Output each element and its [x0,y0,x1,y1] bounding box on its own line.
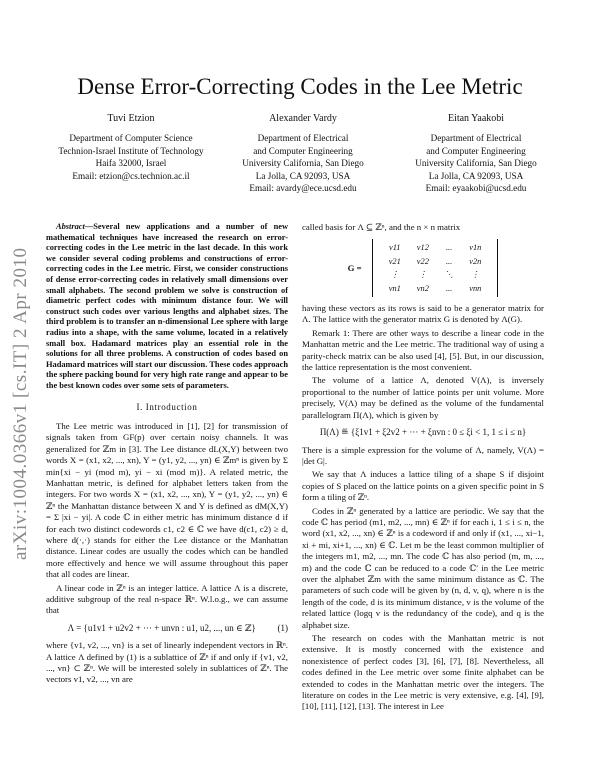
body-paragraph: where {v1, v2, ..., vn} is a set of linearly independent vectors in ℝⁿ. A lattice Λ defined by (1) is a sublattice of ℤⁿ if and only if {v1, v2, ..., vn} ⊂ ℤⁿ. We will be interested solely in sublattices of ℤⁿ. The vectors v1, v2, ..., vn are [46,640,288,685]
matrix-cell: v11 [389,243,401,253]
matrix-cell: ... [445,256,453,266]
matrix-cell: v21 [388,256,401,266]
abstract-lead: Abstract [56,222,85,231]
body-paragraph: There is a simple expression for the volume of Λ, namely, V(Λ) = |det G|. [302,444,544,466]
matrix-cell: v2n [469,256,482,266]
right-column [302,222,544,715]
author-affiliation-line: University California, San Diego [415,158,537,169]
body-paragraph: The research on codes with the Manhattan metric is not extensive. It is mostly concerned with the existence and nonexistence of perfect codes [3], [6], [7], [8]. Nevertheless, all codes defined in the Lee metric over some finite alphabet can be extended to codes in the Manhattan metric over the integers. The literature on codes in the Lee metric is very extensive, e.g. [4], [9], [10], [11], [12], [13]. The interest in Lee [302,633,544,712]
body-paragraph: The Lee metric was introduced in [1], [2] for transmission of signals taken from GF(p) over certain noisy channels. It was generalized for ℤm in [3]. The Lee distance dL(X,Y) between two words X = (x1, x2, ..., xn), Y = (y1, y2, ..., yn) ∈ ℤmⁿ is given by Σ min{xi − yi (mod m), yi − xi (mod m)}. A related metric, the Manhattan metric, is defined for alphabet letters taken from the integers. For two words X = (x1, x2, ..., xn), Y = (y1, y2, ..., yn) ∈ ℤⁿ the Manhattan distance between X and Y is defined as dM(X,Y) = Σ |xi − yi|. A code ℂ in either metric has minimum distance d if for each two distinct codewords c1, c2 ∈ ℂ we have d(c1, c2) ≥ d, where d(·,·) stands for either the Lee distance or the Manhattan distance. Linear codes are usually the codes which can be handled more effectively and hence we will assume throughout this paper that all codes are linear. [46,420,288,580]
abstract-text: —Several new applications and a number of new mathematical techniques have increased the research on error-correcting codes in the Lee metric in the last decade. In this work we consider several coding problems and constructions of error-correcting codes in the Lee metric. First, we consider constructions of dense error-correcting codes in relatively small dimensions over small alphabets. The second problem we solve is construction of diametric perfect codes with minimum distance four. We will construct such codes over various lengths and alphabet sizes. The third problem is to transfer an n-dimensional Lee sphere with large radius into a shape, with the same volume, located in a relatively small box. Hadamard matrices play an essential role in the solutions for all three problems. A construction of codes based on Hadamard matrices will start our discussion. These codes approach the sphere packing bound for very high rate range and appear to be the best known codes over some sets of parameters. [46,222,288,390]
author-email[interactable]: Email: avardy@ece.ucsd.edu [249,183,357,194]
author-affiliation-line: La Jolla, CA 92093, USA [255,170,351,181]
abstract [46,222,288,392]
matrix-brackets [372,239,499,297]
author-2 [218,113,388,194]
remark-paragraph: Remark 1: There are other ways to describe a linear code in the Manhattan metric and the Lee metric. The traditional way of using a parity-check matrix can be also used [4], [5]. But, in our discussion, the lattice representation is the most convenient. [302,327,544,373]
matrix-cell: v22 [416,256,429,266]
body-paragraph: We say that Λ induces a lattice tiling of a shape S if disjoint copies of S placed on the lattice points on a given specific point in S form a tiling of ℤⁿ. [302,469,544,503]
author-name: Eitan Yaakobi [447,113,505,124]
body-paragraph: Codes in ℤⁿ generated by a lattice are periodic. We say that the code ℂ has period (m1, m2, ..., mn) ∈ ℤⁿ if for each i, 1 ≤ i ≤ n, the word (x1, x2, ..., xn) ∈ ℤⁿ is a codeword if and only if (x1, ..., xi−1, xi + mi, xi+1, ..., xn) ∈ ℂ. Let m be the least common multiplier of the integers m1, m2, ..., mn. The code ℂ has also period (m, m, ..., m) and the code ℂ can be reduced to a code ℂ′ in the Lee metric over the alphabet ℤm with the same minimum distance as ℂ. The parameters of such code will be given by (n, d, v, q), where n is the length of the code, d is its minimum distance, v is the volume of the related lattice (logq v is the redundancy of the code), and q is the alphabet size. [302,505,544,630]
matrix-label: G = [347,262,362,273]
matrix-row [381,282,490,295]
author-affiliation-line: Department of Electrical [257,133,349,144]
body-paragraph: called basis for Λ ⊆ ℤⁿ, and the n × n matrix [302,222,461,232]
matrix-cell: v1n [469,243,482,253]
matrix-row [381,268,490,281]
matrix-cell: vnn [469,283,482,293]
author-affiliation-line: Department of Electrical [430,133,522,144]
author-affiliation-line: La Jolla, CA 92093, USA [428,170,524,181]
author-1 [46,113,216,182]
generator-matrix [302,239,544,297]
author-affiliation-line: University California, San Diego [242,158,364,169]
matrix-cell: vn1 [388,283,401,293]
matrix-cell: ⋮ [390,270,399,280]
left-column [46,222,288,688]
matrix-cell: ⋮ [471,270,480,280]
author-name: Alexander Vardy [269,113,337,124]
equation-2: Π(Λ) ≝ {ξ1v1 + ξ2v2 + ··· + ξnvn : 0 ≤ ξi < 1, 1 ≤ i ≤ n} [319,427,527,438]
author-affiliation-line: Haifa 32000, Israel [95,158,167,169]
author-name: Tuvi Etzion [107,113,155,124]
equation-1 [46,623,288,634]
author-email[interactable]: Email: etzion@cs.technion.ac.il [72,170,190,181]
author-affiliation-line: Technion-Israel Institute of Technology [58,145,204,156]
equation-1-body: Λ = {u1v1 + u2v2 + ··· + unvn : u1, u2, ..., un ∈ ℤ} [67,622,256,633]
matrix-cell: ⋱ [444,270,454,280]
matrix-cell: ⋮ [418,270,428,280]
arxiv-stamp[interactable]: arXiv:1004.0366v1 [cs.IT] 2 Apr 2010 [10,247,31,560]
author-affiliation-line: and Computer Engineering [253,145,353,156]
matrix-cell: vn2 [416,283,429,293]
equation-number: (1) [277,622,288,633]
author-affiliation-line: Department of Computer Science [69,133,193,144]
author-affiliation-line: and Computer Engineering [426,145,526,156]
matrix-cell: v12 [416,243,429,253]
author-3 [386,113,566,194]
body-paragraph: A linear code in ℤⁿ is an integer lattice. A lattice Λ is a discrete, additive subgroup of the real n-space ℝⁿ. W.l.o.g., we can assume that [46,582,288,616]
matrix-cell: ... [445,243,453,253]
body-paragraph: having these vectors as its rows is said to be a generator matrix for Λ. The lattice with the generator matrix G is denoted by Λ(G). [302,303,544,325]
matrix-row [381,241,490,254]
matrix-row [381,255,490,268]
section-heading: I. Introduction [136,401,198,412]
matrix-table [381,241,490,295]
body-paragraph: The volume of a lattice Λ, denoted V(Λ), is inversely proportional to the number of lattice points per unit volume. More precisely, V(Λ) may be defined as the volume of the fundamental parallelogram Π(Λ), which is given by [302,375,544,420]
matrix-cell: ... [445,283,453,293]
paper-title: Dense Error-Correcting Codes in the Lee Metric [77,74,523,99]
author-email[interactable]: Email: eyaakobi@ucsd.edu [425,183,527,194]
